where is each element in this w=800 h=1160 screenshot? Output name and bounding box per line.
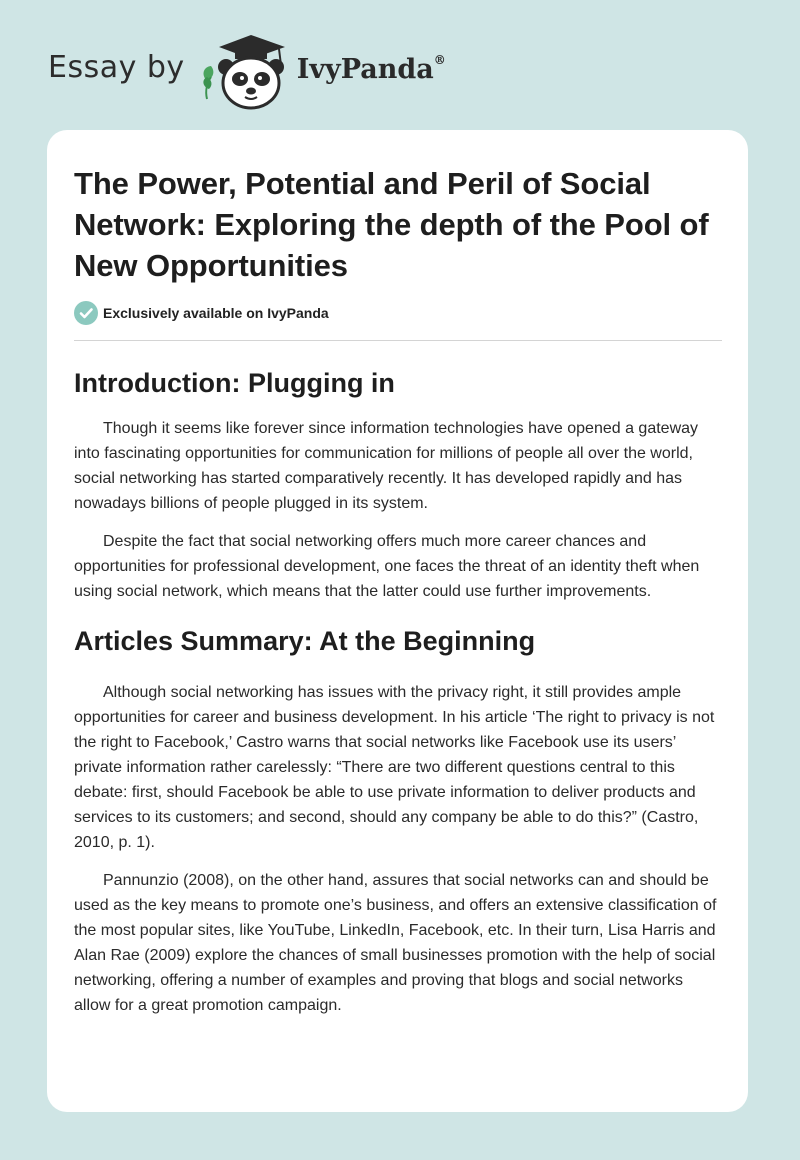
brand-name[interactable] xyxy=(297,54,446,85)
section-articles-summary xyxy=(74,623,722,1018)
section-heading: Introduction: Plugging in xyxy=(74,368,395,398)
paragraph: Pannunzio (2008), on the other hand, assures that social networks can and should be used as the key means to promote one’s business, and offers an extensive classification of the most popular sites, like YouTube, LinkedIn, Facebook, etc. In their turn, Lisa Harris and Alan Rae (2009) explore the chances of small businesses promotion with the help of social networking, offering a number of examples and proving that blogs and social networks allow for a great promotion campaign. xyxy=(74,872,717,1014)
exclusive-badge xyxy=(74,301,722,325)
check-circle-icon xyxy=(74,301,98,325)
panda-graduate-logo-icon[interactable] xyxy=(199,33,291,111)
title-divider xyxy=(74,340,722,341)
section-introduction xyxy=(74,365,722,604)
exclusive-badge-label: Exclusively available on IvyPanda xyxy=(103,305,329,321)
registered-mark: ® xyxy=(433,52,446,67)
section-heading: Articles Summary: At the Beginning xyxy=(74,626,536,656)
paragraph: Though it seems like forever since information technologies have opened a gateway into fascinating opportunities for communication for millions of people all over the world, social networking has started comparatively recently. It has developed rapidly and has nowadays billions of people plugged in its system. xyxy=(74,420,699,512)
paragraph: Although social networking has issues with the privacy right, it still provides ample opportunities for career and business development. In his article ‘The right to privacy is not the right to Facebook,’ Castro warns that social networks like Facebook use its users’ private information rather carelessly: “There are two different questions central to this debate: first, should Facebook be able to use private information to deliver products and services to its customers; and second, should any company be able to do this?” (Castro, 2010, p. 1). xyxy=(74,684,715,851)
essay-by-label: Essay by xyxy=(48,49,185,85)
brand-text: IvyPanda xyxy=(296,53,434,85)
site-header xyxy=(48,32,446,112)
essay-card xyxy=(47,130,748,1112)
essay-title: The Power, Potential and Peril of Social Network: Exploring the depth of the Pool of New Opportunities xyxy=(74,166,709,283)
paragraph: Despite the fact that social networking offers much more career chances and opportunities for professional development, one faces the threat of an identity theft when using social network, which means that the latter could use further improvements. xyxy=(74,533,700,600)
